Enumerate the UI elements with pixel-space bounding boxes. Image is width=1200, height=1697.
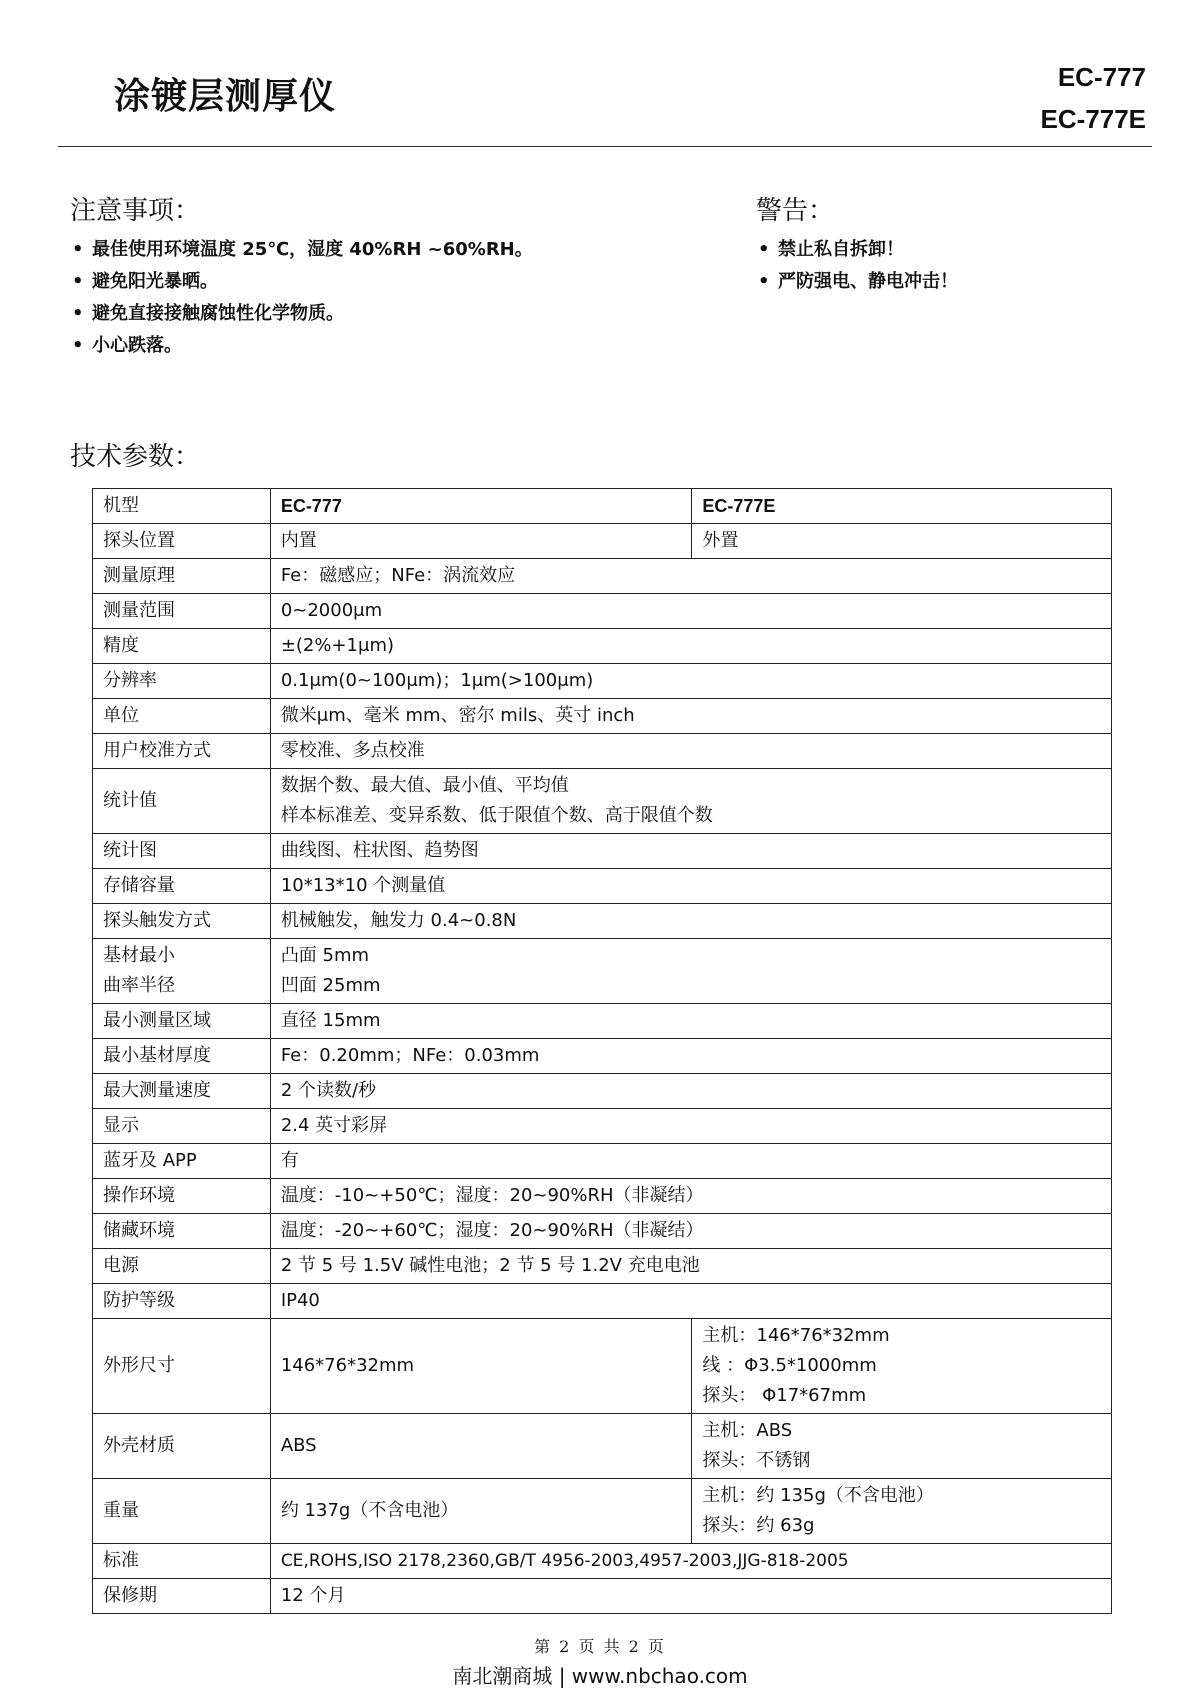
table-row <box>93 1544 1112 1579</box>
table-row <box>93 559 1112 594</box>
spec-label: 测量范围 <box>93 594 271 629</box>
table-row <box>93 664 1112 699</box>
notes-list <box>70 234 533 362</box>
table-row <box>93 939 1112 1004</box>
spec-value <box>692 1319 1112 1414</box>
spec-value: 温度：-10~+50℃；湿度：20~90%RH（非凝结） <box>270 1179 1111 1214</box>
list-item: • 严防强电、静电冲击！ <box>756 266 958 298</box>
spec-value <box>270 939 1111 1004</box>
spec-label: 存储容量 <box>93 869 271 904</box>
spec-value: CE,ROHS,ISO 2178,2360,GB/T 4956-2003,4957-2003,JJG-818-2005 <box>270 1544 1111 1579</box>
table-row <box>93 1249 1112 1284</box>
spec-value: 机械触发，触发力 0.4~0.8N <box>270 904 1111 939</box>
spec-label: 保修期 <box>93 1579 271 1614</box>
spec-value: 146*76*32mm <box>270 1319 692 1414</box>
model-numbers <box>1041 56 1147 140</box>
spec-value-line: 线 ：Φ3.5*1000mm <box>702 1355 877 1376</box>
spec-value: 2 个读数/秒 <box>270 1074 1111 1109</box>
spec-value: 零校准、多点校准 <box>270 734 1111 769</box>
spec-value <box>692 1479 1112 1544</box>
header-divider <box>58 146 1152 147</box>
spec-value: 12 个月 <box>270 1579 1111 1614</box>
table-row <box>93 834 1112 869</box>
spec-value: 2.4 英寸彩屏 <box>270 1109 1111 1144</box>
table-row <box>93 769 1112 834</box>
specs-heading: 技术参数： <box>70 442 201 472</box>
document-title: 涂镀层测厚仪 <box>114 76 337 117</box>
spec-value: 直径 15mm <box>270 1004 1111 1039</box>
table-row <box>93 904 1112 939</box>
spec-label: 分辨率 <box>93 664 271 699</box>
spec-value: 外置 <box>692 524 1112 559</box>
spec-value-line: 主机：约 135g（不含电池） <box>702 1485 934 1506</box>
table-row <box>93 1214 1112 1249</box>
table-row <box>93 1004 1112 1039</box>
spec-label <box>93 939 271 1004</box>
spec-label: 最大测量速度 <box>93 1074 271 1109</box>
spec-value: 约 137g（不含电池） <box>270 1479 692 1544</box>
table-row <box>93 1179 1112 1214</box>
table-row <box>93 1319 1112 1414</box>
spec-value-line: 样本标准差、变异系数、低于限值个数、高于限值个数 <box>280 805 713 826</box>
table-row <box>93 1144 1112 1179</box>
spec-label: 操作环境 <box>93 1179 271 1214</box>
spec-value-line: 主机：146*76*32mm <box>702 1325 890 1346</box>
spec-value: 内置 <box>270 524 692 559</box>
spec-value-line: 探头： Φ17*67mm <box>702 1385 867 1406</box>
spec-value: 有 <box>270 1144 1111 1179</box>
spec-label: 电源 <box>93 1249 271 1284</box>
spec-value: IP40 <box>270 1284 1111 1319</box>
spec-value: 0~2000μm <box>270 594 1111 629</box>
model-b-header: EC-777E <box>692 489 1112 524</box>
spec-label: 防护等级 <box>93 1284 271 1319</box>
spec-label: 统计值 <box>93 769 271 834</box>
table-row <box>93 1414 1112 1479</box>
spec-value: Fe：磁感应；NFe：涡流效应 <box>270 559 1111 594</box>
spec-label: 最小基材厚度 <box>93 1039 271 1074</box>
table-row <box>93 1074 1112 1109</box>
warning-heading: 警告： <box>756 196 835 226</box>
spec-label: 标准 <box>93 1544 271 1579</box>
table-row <box>93 629 1112 664</box>
spec-label: 探头位置 <box>93 524 271 559</box>
spec-table <box>92 488 1112 1614</box>
spec-value: 温度：-20~+60℃；湿度：20~90%RH（非凝结） <box>270 1214 1111 1249</box>
spec-value-line: 探头：约 63g <box>702 1515 815 1536</box>
spec-value-line: 探头：不锈钢 <box>702 1450 811 1471</box>
notes-heading: 注意事项： <box>70 196 201 226</box>
spec-label: 外形尺寸 <box>93 1319 271 1414</box>
table-row <box>93 1109 1112 1144</box>
list-item: • 最佳使用环境温度 25℃，湿度 40%RH ~60%RH。 <box>70 234 533 266</box>
spec-value: 0.1μm(0~100μm)；1μm(>100μm) <box>270 664 1111 699</box>
spec-label: 重量 <box>93 1479 271 1544</box>
spec-value <box>270 769 1111 834</box>
spec-label: 最小测量区域 <box>93 1004 271 1039</box>
list-item: • 避免直接接触腐蚀性化学物质。 <box>70 298 533 330</box>
list-item: • 避免阳光暴晒。 <box>70 266 533 298</box>
spec-value-line: 凹面 25mm <box>280 975 381 996</box>
warning-list <box>756 234 958 298</box>
spec-value: 10*13*10 个测量值 <box>270 869 1111 904</box>
table-row <box>93 1284 1112 1319</box>
spec-label: 机型 <box>93 489 271 524</box>
spec-value: 2 节 5 号 1.5V 碱性电池；2 节 5 号 1.2V 充电电池 <box>270 1249 1111 1284</box>
table-row <box>93 489 1112 524</box>
model-ec777e: EC-777E <box>1040 104 1146 134</box>
spec-label: 蓝牙及 APP <box>93 1144 271 1179</box>
model-a-header: EC-777 <box>270 489 692 524</box>
list-item: • 小心跌落。 <box>70 330 533 362</box>
table-row <box>93 594 1112 629</box>
spec-label: 测量原理 <box>93 559 271 594</box>
table-row <box>93 699 1112 734</box>
spec-label: 探头触发方式 <box>93 904 271 939</box>
spec-value-line: 凸面 5mm <box>280 945 370 966</box>
spec-label: 用户校准方式 <box>93 734 271 769</box>
spec-value: 微米μm、毫米 mm、密尔 mils、英寸 inch <box>270 699 1111 734</box>
spec-label: 外壳材质 <box>93 1414 271 1479</box>
spec-label: 储藏环境 <box>93 1214 271 1249</box>
spec-value <box>692 1414 1112 1479</box>
spec-label: 精度 <box>93 629 271 664</box>
table-row <box>93 1039 1112 1074</box>
site-footer: 南北潮商城 | www.nbchao.com <box>452 1664 748 1688</box>
spec-label-line: 曲率半径 <box>103 975 175 996</box>
spec-value: ±(2%+1μm) <box>270 629 1111 664</box>
spec-value: Fe：0.20mm；NFe：0.03mm <box>270 1039 1111 1074</box>
table-row <box>93 1579 1112 1614</box>
spec-value: 曲线图、柱状图、趋势图 <box>270 834 1111 869</box>
table-row <box>93 869 1112 904</box>
spec-label: 单位 <box>93 699 271 734</box>
spec-label: 统计图 <box>93 834 271 869</box>
table-row <box>93 524 1112 559</box>
spec-label-line: 基材最小 <box>103 945 175 966</box>
page-number: 第 2 页 共 2 页 <box>534 1637 666 1656</box>
model-ec777: EC-777 <box>1057 62 1146 92</box>
spec-value: ABS <box>270 1414 692 1479</box>
spec-value-line: 数据个数、最大值、最小值、平均值 <box>280 775 569 796</box>
spec-value-line: 主机：ABS <box>702 1420 793 1441</box>
table-row <box>93 734 1112 769</box>
spec-label: 显示 <box>93 1109 271 1144</box>
list-item: • 禁止私自拆卸！ <box>756 234 958 266</box>
table-row <box>93 1479 1112 1544</box>
